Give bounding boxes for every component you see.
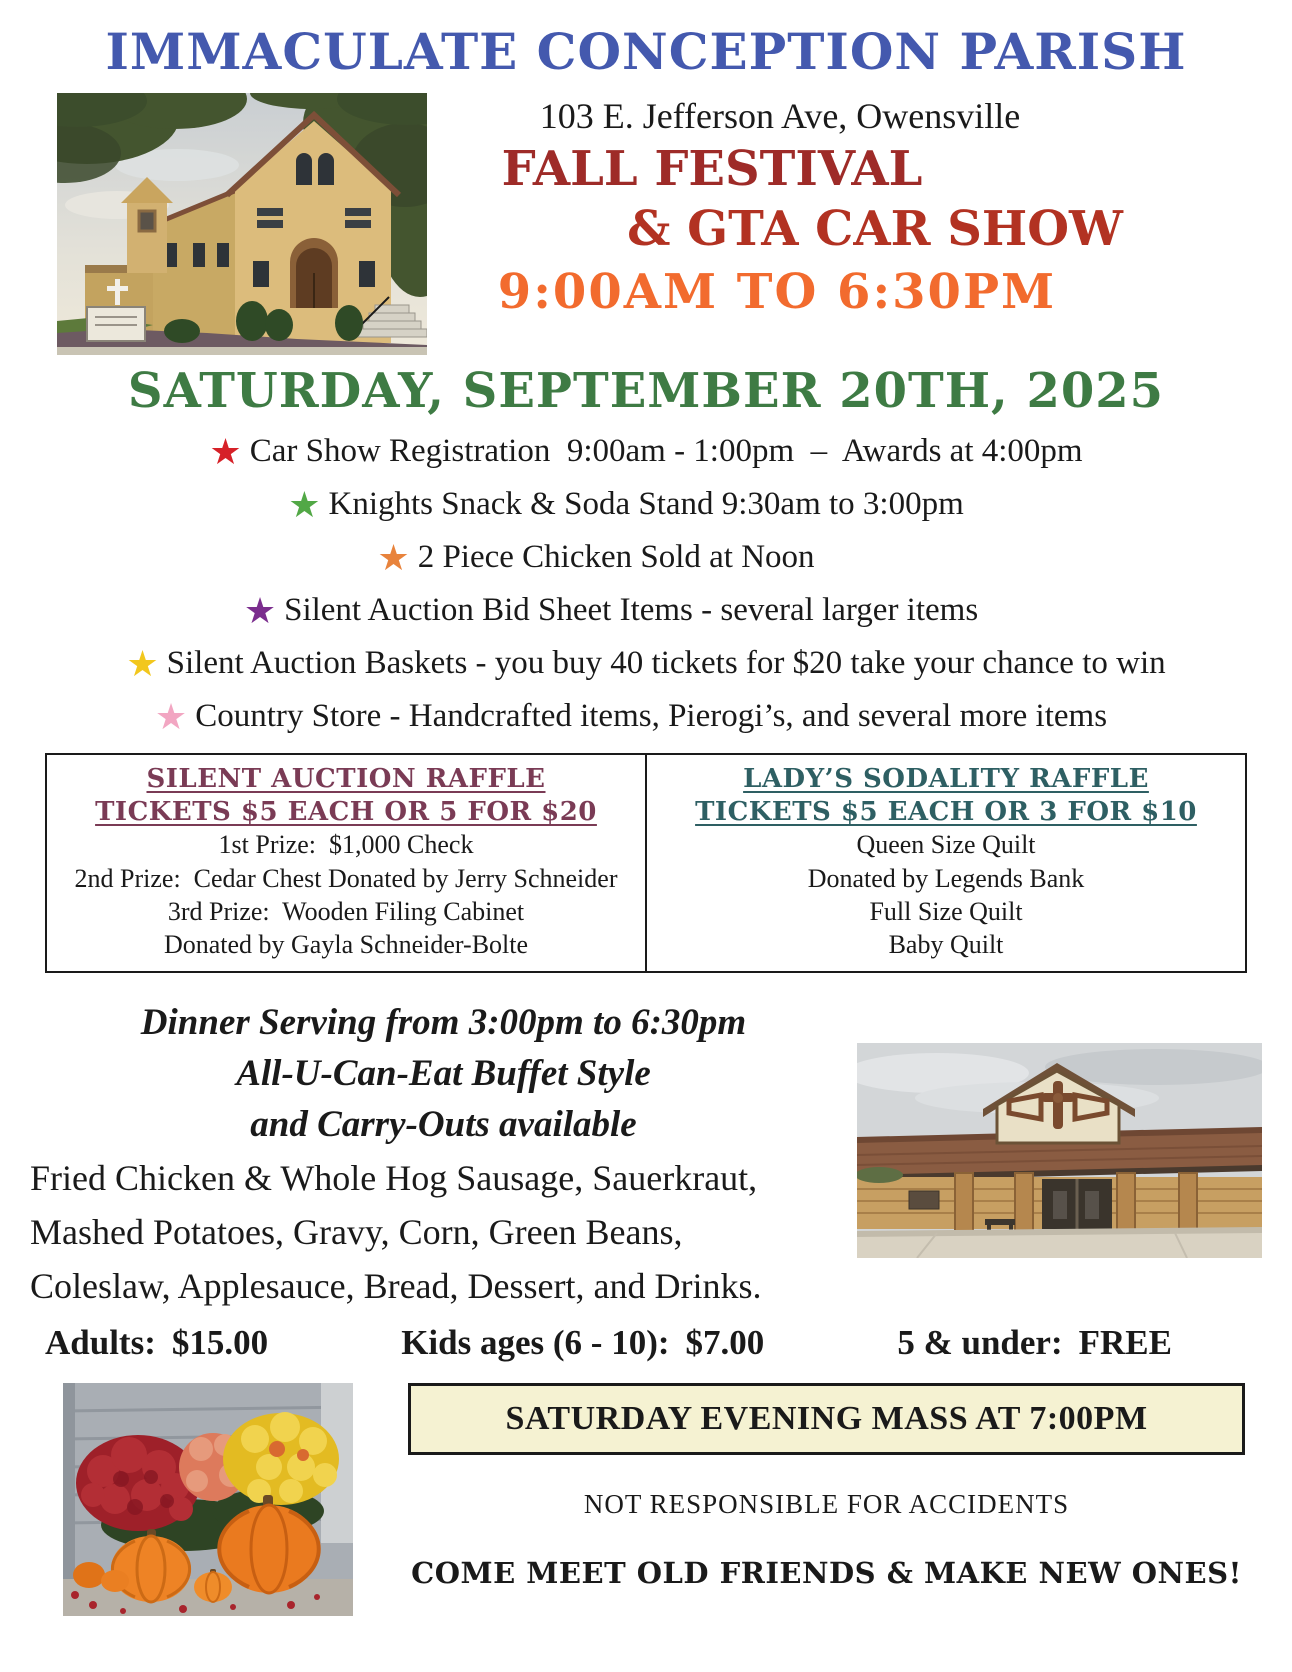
raffle-prize-line: Queen Size Quilt bbox=[856, 830, 1036, 860]
price-label: Kids ages (6 - 10): bbox=[401, 1322, 670, 1362]
list-item bbox=[0, 591, 1222, 632]
mums-pumpkins-illustration bbox=[63, 1383, 353, 1616]
raffle-prize-line: 1st Prize: $1,000 Check bbox=[218, 830, 474, 860]
footer-section bbox=[0, 1363, 1292, 1616]
disclaimer-text: NOT RESPONSIBLE FOR ACCIDENTS bbox=[583, 1488, 1070, 1519]
price-adults bbox=[45, 1323, 268, 1363]
highlight-text: Country Store - Handcrafted items, Pierogi’s, and several more items bbox=[195, 698, 1108, 735]
header-row bbox=[0, 79, 1292, 355]
list-item bbox=[0, 644, 1292, 685]
price-label: Adults: bbox=[45, 1322, 156, 1362]
price-amount: $15.00 bbox=[171, 1322, 269, 1362]
menu-line: Coleslaw, Applesauce, Bread, Dessert, and Drinks. bbox=[30, 1265, 762, 1306]
ladys-sodality-raffle-tickets: TICKETS $5 EACH OR 3 FOR $10 bbox=[695, 796, 1197, 827]
list-item bbox=[0, 432, 1292, 473]
dinner-heading-line: and Carry-Outs available bbox=[250, 1104, 637, 1146]
prices-row bbox=[0, 1313, 1292, 1363]
parish-hall-photo bbox=[857, 1043, 1262, 1312]
church-photo bbox=[57, 93, 427, 355]
silent-auction-raffle-box bbox=[47, 755, 647, 971]
highlight-text: Knights Snack & Soda Stand 9:30am to 3:00pm bbox=[328, 486, 964, 523]
event-title-car-show: & GTA CAR SHOW bbox=[627, 201, 1123, 258]
price-label: 5 & under: bbox=[897, 1322, 1063, 1362]
silent-auction-raffle-heading: SILENT AUCTION RAFFLE bbox=[146, 764, 546, 795]
event-time: 9:00AM TO 6:30PM bbox=[497, 264, 1057, 321]
highlight-text: Car Show Registration 9:00am - 1:00pm – Awards at 4:00pm bbox=[249, 433, 1083, 470]
menu-line: Fried Chicken & Whole Hog Sausage, Sauerkraut, bbox=[30, 1157, 758, 1198]
price-amount: FREE bbox=[1078, 1322, 1172, 1362]
ladys-sodality-raffle-box bbox=[647, 755, 1245, 971]
menu-line: Mashed Potatoes, Gravy, Corn, Green Beans, bbox=[30, 1211, 683, 1252]
highlight-text: Silent Auction Bid Sheet Items - several larger items bbox=[284, 592, 979, 629]
highlight-text: Silent Auction Baskets - you buy 40 tickets for $20 take your chance to win bbox=[166, 645, 1166, 682]
price-kids bbox=[401, 1323, 764, 1363]
raffle-boxes bbox=[45, 753, 1247, 973]
raffle-prize-line: Donated by Legends Bank bbox=[807, 863, 1085, 893]
closing-message: COME MEET OLD FRIENDS & MAKE NEW ONES! bbox=[411, 1555, 1242, 1590]
price-amount: $7.00 bbox=[685, 1322, 765, 1362]
dinner-heading-line: Dinner Serving from 3:00pm to 6:30pm bbox=[140, 1002, 747, 1044]
highlights-list bbox=[0, 432, 1292, 738]
event-title-fall-festival: FALL FESTIVAL bbox=[501, 140, 923, 197]
dinner-heading-line: All-U-Can-Eat Buffet Style bbox=[236, 1053, 651, 1095]
star-icon: ★ bbox=[126, 644, 159, 685]
star-icon: ★ bbox=[377, 538, 410, 579]
star-icon: ★ bbox=[209, 432, 242, 473]
header-text-block bbox=[427, 93, 1252, 319]
price-under-five bbox=[897, 1323, 1172, 1363]
star-icon: ★ bbox=[288, 485, 321, 526]
parish-hall-illustration bbox=[857, 1043, 1262, 1258]
dinner-text-block bbox=[30, 997, 857, 1312]
raffle-prize-line: 2nd Prize: Cedar Chest Donated by Jerry Schneider bbox=[74, 863, 618, 893]
address: 103 E. Jefferson Ave, Owensville bbox=[539, 95, 1021, 136]
raffle-prize-line: Full Size Quilt bbox=[869, 896, 1023, 926]
page-title: IMMACULATE CONCEPTION PARISH bbox=[105, 22, 1187, 81]
raffle-prize-line: 3rd Prize: Wooden Filing Cabinet bbox=[167, 896, 525, 926]
list-item bbox=[0, 538, 1192, 579]
star-icon: ★ bbox=[154, 697, 188, 738]
mass-notice-box: SATURDAY EVENING MASS AT 7:00PM bbox=[408, 1383, 1245, 1455]
mums-pumpkins-photo bbox=[63, 1383, 353, 1616]
list-item bbox=[0, 697, 1262, 738]
dinner-section bbox=[0, 973, 1292, 1312]
ladys-sodality-raffle-heading: LADY’S SODALITY RAFFLE bbox=[743, 764, 1149, 795]
raffle-prize-line: Donated by Gayla Schneider-Bolte bbox=[163, 930, 529, 960]
footer-text-block bbox=[353, 1383, 1245, 1616]
event-date: SATURDAY, SEPTEMBER 20TH, 2025 bbox=[127, 362, 1165, 419]
silent-auction-raffle-tickets: TICKETS $5 EACH OR 5 FOR $20 bbox=[95, 796, 597, 827]
church-photo-illustration bbox=[57, 93, 427, 355]
star-icon: ★ bbox=[243, 591, 277, 632]
raffle-prize-line: Baby Quilt bbox=[888, 930, 1004, 960]
highlight-text: 2 Piece Chicken Sold at Noon bbox=[417, 539, 815, 576]
list-item bbox=[0, 485, 1252, 526]
